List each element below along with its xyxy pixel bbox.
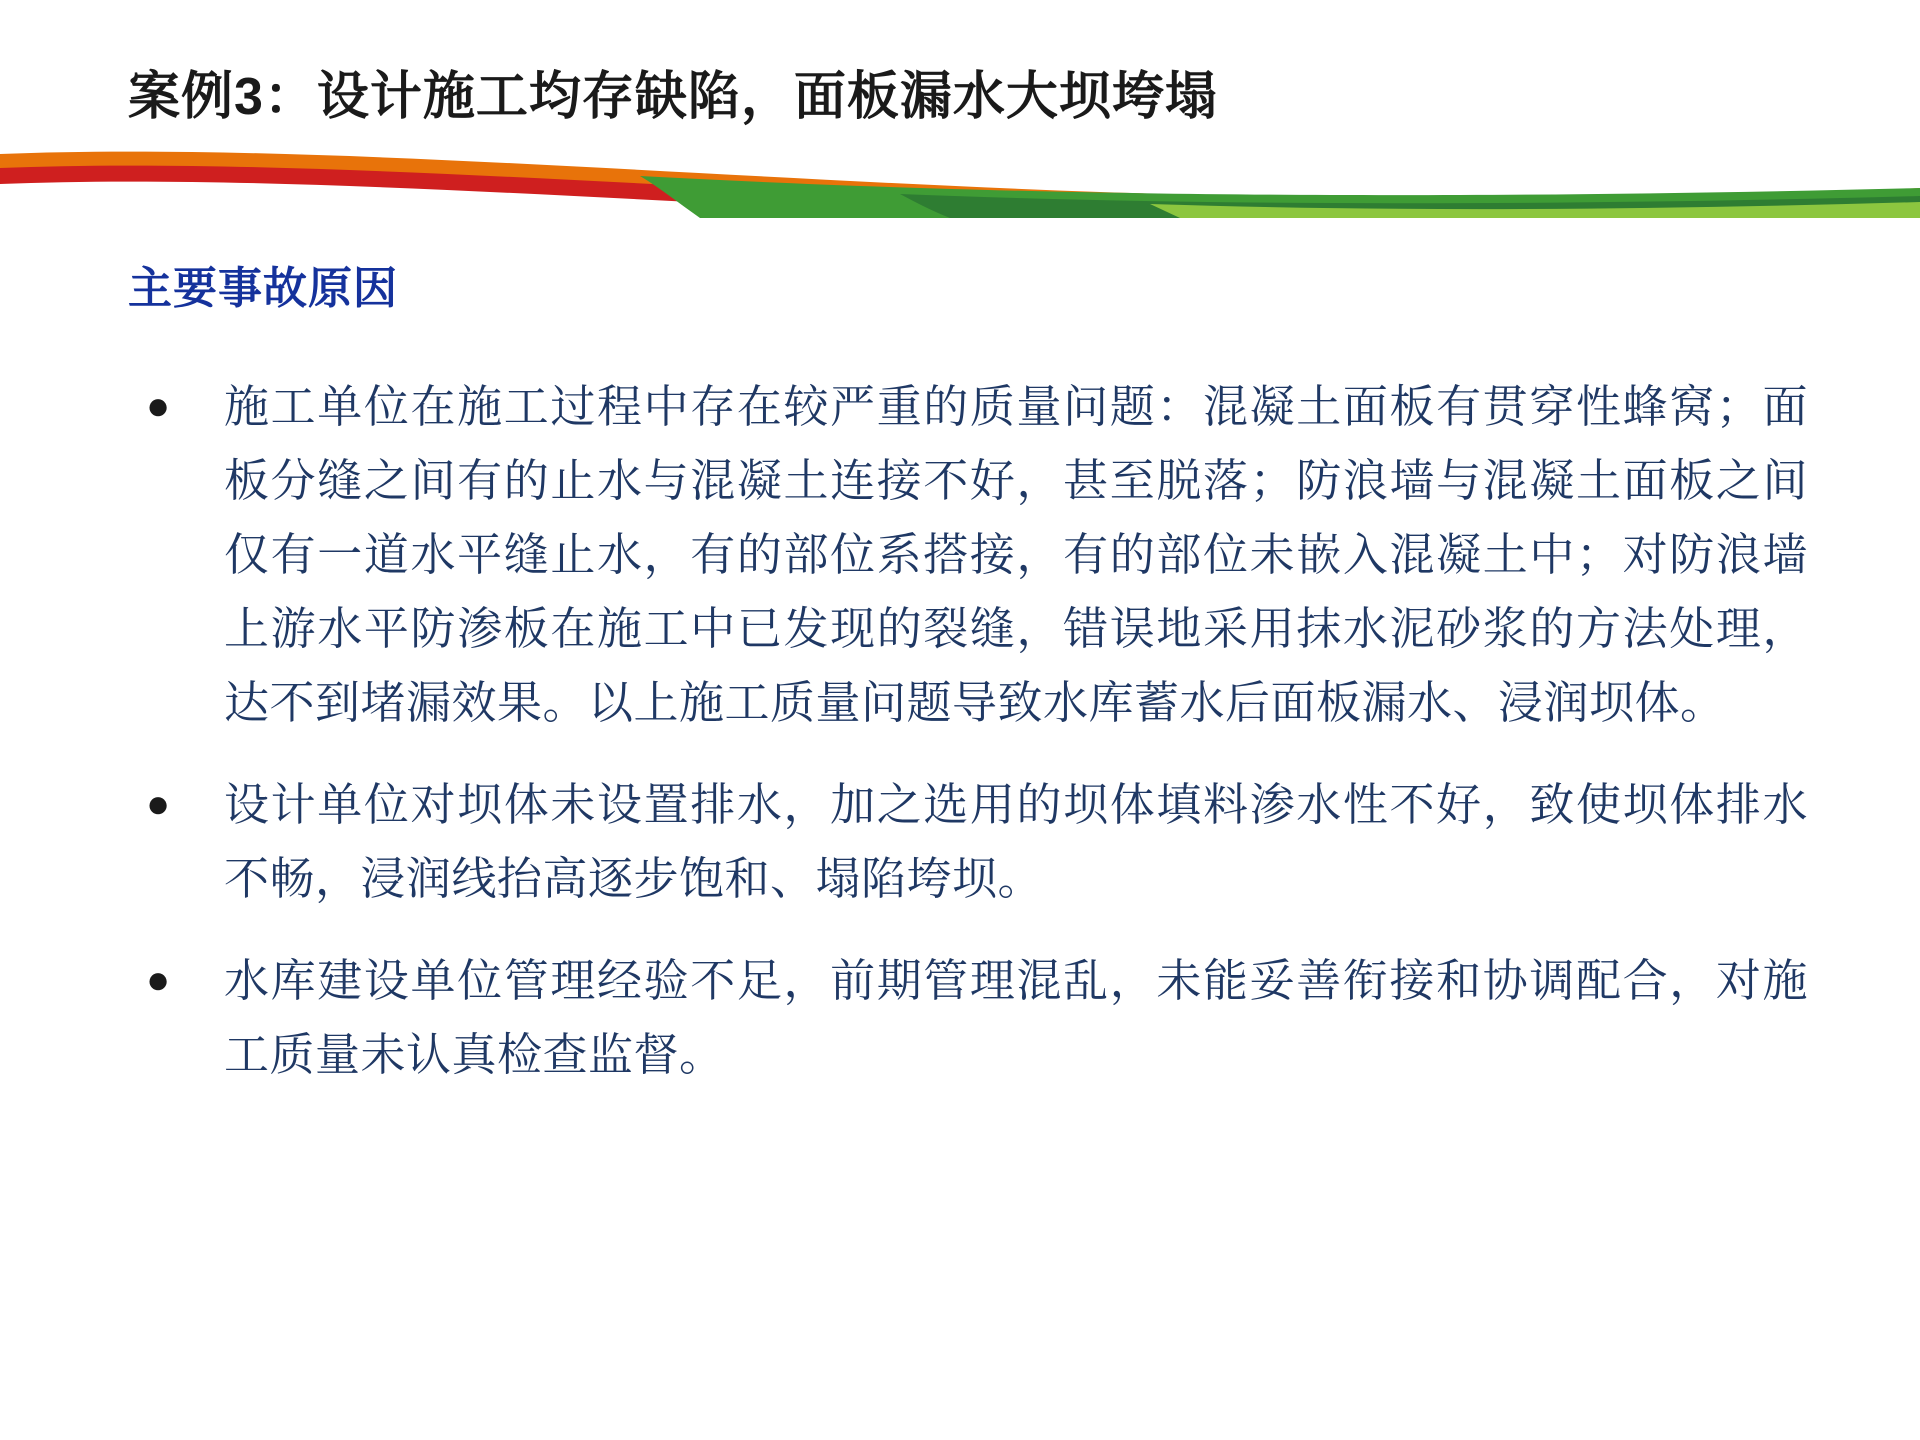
list-item <box>128 768 1808 916</box>
list-item-text: 设计单位对坝体未设置排水，加之选用的坝体填料渗水性不好，致使坝体排水不畅，浸润线抬高逐步饱和、塌陷垮坝。 <box>224 780 1808 904</box>
page-title: 案例3：设计施工均存缺陷，面板漏水大坝垮塌 <box>128 68 1218 126</box>
list-item-text: 施工单位在施工过程中存在较严重的质量问题：混凝土面板有贯穿性蜂窝；面板分缝之间有的止水与混凝土连接不好，甚至脱落；防浪墙与混凝土面板之间仅有一道水平缝止水，有的部位系搭接，有的部位未嵌入混凝土中；对防浪墙上游水平防渗板在施工中已发现的裂缝，错误地采用抹水泥砂浆的方法处理，达不到堵漏效果。以上施工质量问题导致水库蓄水后面板漏水、浸润坝体。 <box>224 382 1808 728</box>
bullet-marker-icon: ● <box>146 781 171 826</box>
list-item <box>128 944 1808 1092</box>
decorative-swoosh-band <box>0 148 1920 214</box>
list-item <box>128 370 1808 740</box>
list-item-text: 水库建设单位管理经验不足，前期管理混乱，未能妥善衔接和协调配合，对施工质量未认真检查监督。 <box>224 956 1808 1080</box>
section-heading: 主要事故原因 <box>128 264 398 313</box>
bullet-list <box>128 370 1808 1120</box>
title-area <box>0 0 1920 165</box>
bullet-marker-icon: ● <box>146 957 171 1002</box>
bullet-marker-icon: ● <box>146 383 171 428</box>
